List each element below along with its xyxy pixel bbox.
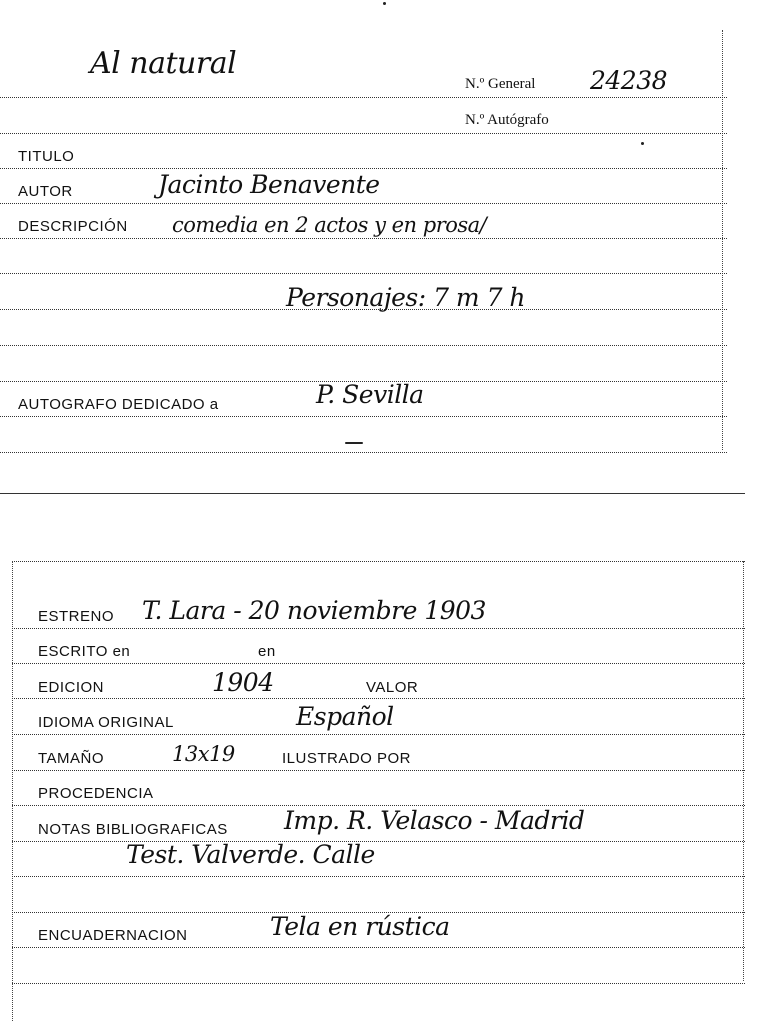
card-divider: [0, 493, 745, 494]
catalog-card-top: [0, 0, 759, 495]
tamano-value: 13x19: [172, 742, 235, 766]
ruled-line: [0, 452, 727, 453]
ruled-line: [0, 345, 727, 346]
work-title-handwritten: Al natural: [90, 46, 237, 81]
ruled-line: [12, 841, 745, 842]
ruled-line: [0, 309, 727, 310]
notas-value-line-2: Test. Valverde. Calle: [126, 840, 375, 869]
ruled-line: [0, 203, 727, 204]
ruled-line: [0, 238, 727, 239]
ruled-line: [0, 416, 727, 417]
speck: [383, 2, 386, 5]
procedencia-label: PROCEDENCIA: [38, 785, 154, 802]
valor-label: VALOR: [366, 679, 419, 696]
ruled-line: [0, 133, 727, 134]
autor-label: AUTOR: [18, 183, 73, 200]
card-left-edge: [12, 561, 13, 1021]
ruled-line: [0, 97, 727, 98]
ruled-line: [12, 734, 745, 735]
estreno-label: ESTRENO: [38, 608, 115, 625]
dedicado-value: P. Sevilla: [316, 380, 424, 409]
general-number-label: N.º General: [465, 76, 536, 92]
ruled-line: [12, 663, 745, 664]
personajes-value: Personajes: 7 m 7 h: [286, 283, 526, 312]
encuadernacion-value: Tela en rústica: [270, 912, 450, 941]
dedicado-label: AUTOGRAFO DEDICADO a: [18, 396, 219, 413]
notas-label: NOTAS BIBLIOGRAFICAS: [38, 821, 228, 838]
notas-value-line-1: Imp. R. Velasco - Madrid: [284, 806, 585, 835]
idioma-value: Español: [296, 702, 394, 731]
escrito-en-label: en: [258, 643, 276, 660]
ruled-line: [12, 983, 745, 984]
ilustrado-label: ILUSTRADO POR: [282, 750, 412, 767]
descripcion-value: comedia en 2 actos y en prosa/: [172, 213, 487, 237]
descripcion-label: DESCRIPCIÓN: [18, 218, 128, 235]
idioma-label: IDIOMA ORIGINAL: [38, 714, 174, 731]
edicion-label: EDICION: [38, 679, 105, 696]
edicion-value: 1904: [212, 668, 274, 697]
ruled-line: [12, 561, 745, 562]
tamano-label: TAMAÑO: [38, 750, 105, 767]
encuadernacion-label: ENCUADERNACION: [38, 927, 188, 944]
catalog-card-bottom: [0, 500, 759, 1028]
ruled-line: [0, 168, 727, 169]
ruled-line: [0, 273, 727, 274]
ruled-line: [12, 698, 745, 699]
ruled-line: [12, 628, 745, 629]
general-number-value: 24238: [590, 66, 668, 95]
card-right-edge: [743, 561, 744, 981]
escrito-label: ESCRITO en: [38, 643, 131, 660]
speck: [641, 142, 644, 145]
estreno-value: T. Lara - 20 noviembre 1903: [142, 596, 486, 625]
pen-stroke-mark: [345, 442, 363, 444]
autograph-number-label: N.º Autógrafo: [465, 112, 549, 128]
ruled-line: [12, 947, 745, 948]
ruled-line: [12, 770, 745, 771]
titulo-label: TITULO: [18, 148, 75, 165]
ruled-line: [12, 876, 745, 877]
card-right-edge: [722, 30, 723, 450]
autor-value: Jacinto Benavente: [158, 170, 380, 199]
